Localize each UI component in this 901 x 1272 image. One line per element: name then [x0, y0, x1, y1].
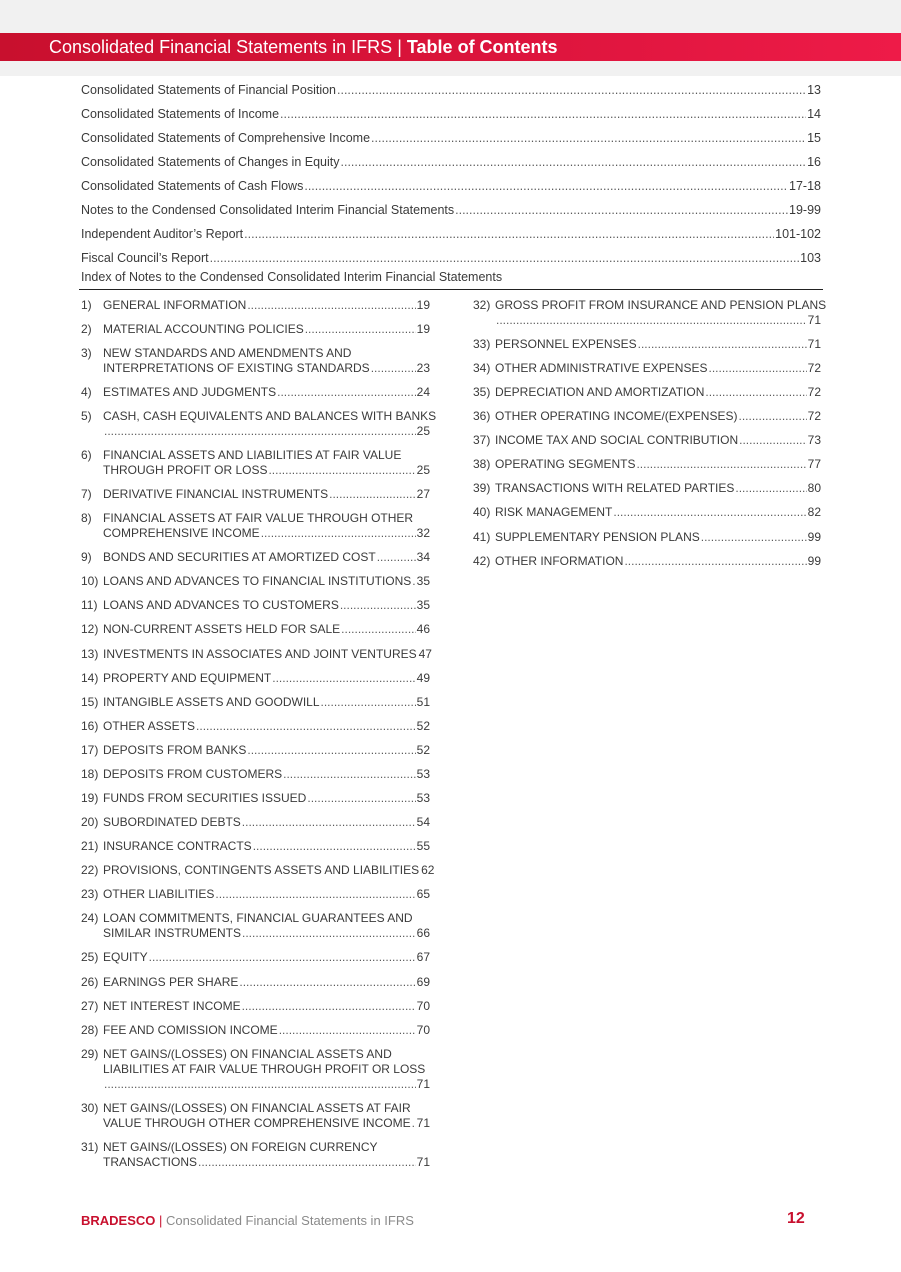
note-entry[interactable] — [473, 298, 827, 328]
note-page: 24 — [416, 385, 430, 399]
note-title-line: GROSS PROFIT FROM INSURANCE AND PENSION PLANS — [495, 298, 827, 312]
toc-entry[interactable] — [81, 102, 821, 126]
toc-entry[interactable] — [81, 150, 821, 174]
note-page: 52 — [416, 743, 430, 757]
toc-entry[interactable] — [81, 78, 821, 102]
note-number: 19) — [81, 791, 99, 805]
note-title-line: TRANSACTIONS — [103, 1155, 198, 1169]
note-page: 80 — [807, 481, 821, 495]
toc-title: Fiscal Council’s Report — [81, 251, 209, 265]
toc-page: 16 — [807, 155, 821, 169]
note-entry[interactable] — [81, 839, 430, 854]
note-entry[interactable] — [81, 815, 430, 830]
note-number: 20) — [81, 815, 99, 829]
note-number: 25) — [81, 950, 99, 964]
note-title-line: INVESTMENTS IN ASSOCIATES AND JOINT VENTURES — [103, 647, 417, 661]
note-title-line: DEPOSITS FROM BANKS — [103, 743, 247, 757]
note-number: 9) — [81, 550, 92, 564]
header-separator: | — [397, 37, 402, 57]
note-entry[interactable] — [81, 1023, 430, 1038]
note-page: 99 — [807, 554, 821, 568]
note-number: 32) — [473, 298, 491, 312]
note-title-line: DEPRECIATION AND AMORTIZATION — [495, 385, 705, 399]
note-number: 27) — [81, 999, 99, 1013]
note-entry[interactable] — [473, 481, 821, 496]
note-title-line: SIMILAR INSTRUMENTS — [103, 926, 242, 940]
note-number: 42) — [473, 554, 491, 568]
note-title-line: PERSONNEL EXPENSES — [495, 337, 637, 351]
note-number: 29) — [81, 1047, 99, 1061]
toc-entry[interactable] — [81, 246, 821, 270]
note-page: 49 — [416, 671, 430, 685]
note-number: 1) — [81, 298, 92, 312]
note-page: 53 — [416, 791, 430, 805]
note-title-line: INSURANCE CONTRACTS — [103, 839, 252, 853]
note-entry[interactable] — [473, 433, 821, 448]
note-title-line: CASH, CASH EQUIVALENTS AND BALANCES WITH BANKS — [103, 409, 437, 423]
note-number: 11) — [81, 598, 98, 612]
note-title-line: NET GAINS/(LOSSES) ON FINANCIAL ASSETS AT FAIR — [103, 1101, 411, 1115]
note-entry[interactable] — [81, 719, 430, 734]
note-title-line: DEPOSITS FROM CUSTOMERS — [103, 767, 283, 781]
note-title-line: INTANGIBLE ASSETS AND GOODWILL — [103, 695, 320, 709]
note-entry[interactable] — [473, 505, 821, 520]
note-page: 35 — [416, 598, 430, 612]
toc-entry[interactable] — [81, 126, 821, 150]
note-title-line: GENERAL INFORMATION — [103, 298, 247, 312]
note-page: 47 — [418, 647, 432, 661]
note-number: 41) — [473, 530, 491, 544]
note-entry[interactable] — [81, 743, 430, 758]
note-page: 70 — [416, 1023, 430, 1037]
note-title-line: INTERPRETATIONS OF EXISTING STANDARDS — [103, 361, 370, 375]
toc-title: Notes to the Condensed Consolidated Interim Financial Statements — [81, 203, 455, 217]
note-title-line: PROPERTY AND EQUIPMENT — [103, 671, 272, 685]
index-divider — [79, 289, 823, 290]
note-page: 34 — [416, 550, 430, 564]
note-entry[interactable] — [81, 487, 430, 502]
note-number: 35) — [473, 385, 491, 399]
note-number: 21) — [81, 839, 99, 853]
note-title-line: LOANS AND ADVANCES TO FINANCIAL INSTITUTIONS — [103, 574, 412, 588]
note-title-line: LIABILITIES AT FAIR VALUE THROUGH PROFIT OR LOSS — [103, 1062, 426, 1076]
note-title-line: RISK MANAGEMENT — [495, 505, 613, 519]
note-page: 71 — [416, 1077, 430, 1091]
note-number: 28) — [81, 1023, 99, 1037]
note-title-line: NEW STANDARDS AND AMENDMENTS AND — [103, 346, 352, 360]
note-page: 53 — [416, 767, 430, 781]
note-number: 16) — [81, 719, 99, 733]
note-entry[interactable] — [81, 322, 430, 337]
note-title-line: EARNINGS PER SHARE — [103, 975, 239, 989]
note-entry[interactable] — [473, 385, 821, 400]
note-title-line: DERIVATIVE FINANCIAL INSTRUMENTS — [103, 487, 329, 501]
note-entry[interactable] — [81, 550, 430, 565]
note-page: 32 — [416, 526, 430, 540]
note-number: 33) — [473, 337, 491, 351]
note-page: 23 — [416, 361, 430, 375]
note-title-line: FEE AND COMISSION INCOME — [103, 1023, 278, 1037]
note-page: 67 — [416, 950, 430, 964]
note-page: 82 — [807, 505, 821, 519]
footer-brand: BRADESCO — [81, 1213, 156, 1228]
note-page: 46 — [416, 622, 430, 636]
toc-page: 15 — [807, 131, 821, 145]
note-page: 66 — [416, 926, 430, 940]
note-number: 38) — [473, 457, 491, 471]
note-page: 99 — [807, 530, 821, 544]
toc-page: 101-102 — [775, 227, 821, 241]
note-number: 37) — [473, 433, 491, 447]
note-number: 39) — [473, 481, 491, 495]
note-number: 18) — [81, 767, 99, 781]
note-page: 25 — [416, 424, 430, 438]
note-page: 19 — [416, 298, 430, 312]
note-entry[interactable] — [81, 647, 430, 662]
note-page: 72 — [807, 385, 821, 399]
note-entry[interactable] — [81, 911, 430, 941]
note-number: 17) — [81, 743, 99, 757]
note-number: 40) — [473, 505, 491, 519]
note-page: 27 — [416, 487, 430, 501]
note-page: 65 — [416, 887, 430, 901]
note-number: 5) — [81, 409, 92, 423]
note-number: 24) — [81, 911, 99, 925]
note-title-line: FUNDS FROM SECURITIES ISSUED — [103, 791, 307, 805]
note-title-line: ESTIMATES AND JUDGMENTS — [103, 385, 277, 399]
note-entry[interactable] — [473, 554, 821, 569]
note-number: 12) — [81, 622, 99, 636]
note-number: 23) — [81, 887, 99, 901]
note-title-line: TRANSACTIONS WITH RELATED PARTIES — [495, 481, 735, 495]
note-number: 13) — [81, 647, 99, 661]
note-page: 25 — [416, 463, 430, 477]
note-entry[interactable] — [473, 457, 821, 472]
note-entry[interactable] — [473, 337, 821, 352]
footer-separator: | — [159, 1213, 163, 1228]
note-number: 3) — [81, 346, 92, 360]
note-title-line: OTHER INFORMATION — [495, 554, 624, 568]
note-title-line: OPERATING SEGMENTS — [495, 457, 636, 471]
note-title-line: NET INTEREST INCOME — [103, 999, 241, 1013]
note-entry[interactable] — [473, 409, 821, 424]
note-entry[interactable] — [81, 574, 430, 589]
note-entry[interactable] — [81, 863, 435, 878]
note-number: 2) — [81, 322, 92, 336]
footer — [81, 1213, 414, 1228]
note-entry[interactable] — [81, 298, 430, 313]
note-page: 71 — [416, 1155, 430, 1169]
note-page: 71 — [807, 337, 821, 351]
note-title-line: OTHER LIABILITIES — [103, 887, 215, 901]
note-page: 62 — [421, 863, 435, 877]
note-title-line: THROUGH PROFIT OR LOSS — [103, 463, 268, 477]
note-title-line: NET GAINS/(LOSSES) ON FINANCIAL ASSETS AND — [103, 1047, 392, 1061]
note-title-line: FINANCIAL ASSETS AT FAIR VALUE THROUGH OTHER — [103, 511, 414, 525]
index-title: Index of Notes to the Condensed Consolidated Interim Financial Statements — [81, 270, 503, 284]
note-title-line: LOANS AND ADVANCES TO CUSTOMERS — [103, 598, 339, 612]
toc-page: 17-18 — [789, 179, 821, 193]
toc-title: Consolidated Statements of Financial Position — [81, 83, 337, 97]
toc-page: 19-99 — [789, 203, 821, 217]
header-bar — [0, 33, 901, 61]
note-page: 71 — [807, 313, 821, 327]
note-page: 35 — [416, 574, 430, 588]
note-entry[interactable] — [473, 361, 821, 376]
note-page: 69 — [416, 975, 430, 989]
toc-list — [81, 78, 821, 270]
note-number: 8) — [81, 511, 92, 525]
toc-page: 103 — [800, 251, 821, 265]
note-entry[interactable] — [473, 530, 821, 545]
note-entry[interactable] — [81, 385, 430, 400]
note-number: 31) — [81, 1140, 99, 1154]
toc-page: 13 — [807, 83, 821, 97]
toc-title: Independent Auditor’s Report — [81, 227, 244, 241]
note-page: 51 — [416, 695, 430, 709]
note-title-line: PROVISIONS, CONTINGENTS ASSETS AND LIABILITIES — [103, 863, 420, 877]
toc-title: Consolidated Statements of Cash Flows — [81, 179, 304, 193]
note-title-line: SUPPLEMENTARY PENSION PLANS — [495, 530, 700, 544]
note-entry[interactable] — [81, 511, 430, 541]
note-entry[interactable] — [81, 346, 430, 376]
header-title: Consolidated Financial Statements in IFRS — [49, 37, 393, 57]
note-title-line: EQUITY — [103, 950, 148, 964]
note-number: 36) — [473, 409, 491, 423]
note-number: 6) — [81, 448, 92, 462]
note-entry[interactable] — [81, 975, 430, 990]
note-title-line: MATERIAL ACCOUNTING POLICIES — [103, 322, 304, 336]
note-page: 52 — [416, 719, 430, 733]
note-title-line: BONDS AND SECURITIES AT AMORTIZED COST — [103, 550, 376, 564]
note-title-line: OTHER ASSETS — [103, 719, 196, 733]
note-number: 14) — [81, 671, 99, 685]
note-page: 70 — [416, 999, 430, 1013]
note-page: 77 — [807, 457, 821, 471]
note-entry[interactable] — [81, 622, 430, 637]
note-page: 55 — [416, 839, 430, 853]
note-entry[interactable] — [81, 448, 430, 478]
note-number: 34) — [473, 361, 491, 375]
note-page: 71 — [416, 1116, 430, 1130]
note-entry[interactable] — [81, 1047, 430, 1092]
note-number: 26) — [81, 975, 99, 989]
note-entry[interactable] — [81, 695, 430, 710]
note-entry[interactable] — [81, 671, 430, 686]
note-number: 10) — [81, 574, 99, 588]
note-entry[interactable] — [81, 791, 430, 806]
note-page: 72 — [807, 409, 821, 423]
note-number: 22) — [81, 863, 99, 877]
header-section: Table of Contents — [406, 37, 558, 57]
toc-title: Consolidated Statements of Income — [81, 107, 280, 121]
toc-entry[interactable] — [81, 198, 821, 222]
toc-entry[interactable] — [81, 174, 821, 198]
note-title-line: OTHER OPERATING INCOME/(EXPENSES) — [495, 409, 738, 423]
note-entry[interactable] — [81, 767, 430, 782]
note-entry[interactable] — [81, 409, 437, 439]
note-entry[interactable] — [81, 950, 430, 965]
note-page: 19 — [416, 322, 430, 336]
note-entry[interactable] — [81, 1101, 430, 1131]
note-page: 73 — [807, 433, 821, 447]
note-page: 72 — [807, 361, 821, 375]
note-title-line: INCOME TAX AND SOCIAL CONTRIBUTION — [495, 433, 739, 447]
footer-subtitle: Consolidated Financial Statements in IFRS — [166, 1213, 414, 1228]
note-title-line: FINANCIAL ASSETS AND LIABILITIES AT FAIR VALUE — [103, 448, 402, 462]
note-page: 54 — [416, 815, 430, 829]
note-title-line: LOAN COMMITMENTS, FINANCIAL GUARANTEES AND — [103, 911, 413, 925]
page-number: 12 — [787, 1210, 805, 1227]
note-entry[interactable] — [81, 887, 430, 902]
note-title-line: OTHER ADMINISTRATIVE EXPENSES — [495, 361, 708, 375]
note-title-line: VALUE THROUGH OTHER COMPREHENSIVE INCOME — [103, 1116, 411, 1130]
note-title-line: COMPREHENSIVE INCOME — [103, 526, 260, 540]
toc-page: 14 — [807, 107, 821, 121]
toc-entry[interactable] — [81, 222, 821, 246]
note-title-line: NET GAINS/(LOSSES) ON FOREIGN CURRENCY — [103, 1140, 378, 1154]
note-entry[interactable] — [81, 1140, 430, 1170]
note-entry[interactable] — [81, 598, 430, 613]
note-entry[interactable] — [81, 999, 430, 1014]
note-number: 30) — [81, 1101, 99, 1115]
note-number: 7) — [81, 487, 92, 501]
toc-title: Consolidated Statements of Comprehensive Income — [81, 131, 371, 145]
note-title-line: NON-CURRENT ASSETS HELD FOR SALE — [103, 622, 341, 636]
toc-title: Consolidated Statements of Changes in Equity — [81, 155, 340, 169]
note-number: 4) — [81, 385, 92, 399]
note-number: 15) — [81, 695, 99, 709]
note-title-line: SUBORDINATED DEBTS — [103, 815, 241, 829]
